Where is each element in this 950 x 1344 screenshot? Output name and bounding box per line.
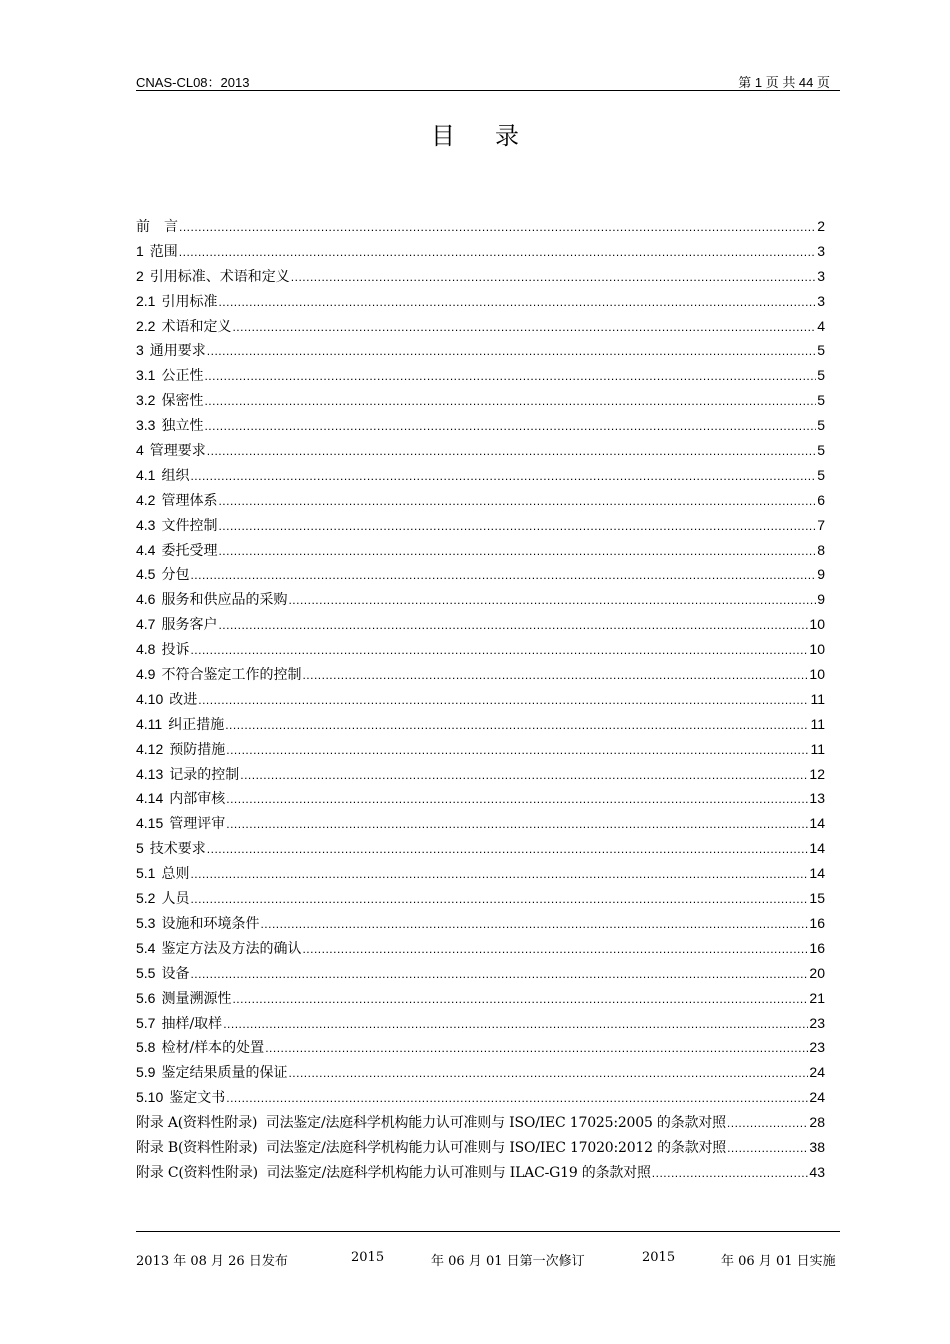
toc-entry[interactable] bbox=[136, 961, 825, 986]
toc-entry-page: 16 bbox=[809, 939, 825, 956]
toc-leader-dots bbox=[218, 290, 816, 315]
toc-entry[interactable] bbox=[136, 737, 825, 762]
toc-entry-title: 范围 bbox=[149, 243, 178, 260]
toc-leader-dots bbox=[727, 1111, 809, 1136]
toc-entry-number: 5.7 bbox=[136, 1014, 156, 1031]
toc-entry-title: 引用标准、术语和定义 bbox=[149, 268, 290, 285]
toc-entry-number: 4.10 bbox=[136, 690, 164, 707]
toc-entry-page: 2 bbox=[817, 218, 825, 234]
toc-entry[interactable] bbox=[136, 662, 825, 687]
toc-leader-dots bbox=[218, 489, 816, 514]
toc-entry-number: 3.1 bbox=[136, 367, 156, 384]
toc-leader-dots bbox=[204, 414, 816, 439]
toc-entry[interactable] bbox=[136, 314, 825, 339]
toc-entry-number: 4.5 bbox=[136, 566, 156, 583]
toc-entry-page: 10 bbox=[809, 616, 825, 633]
toc-entry-page: 5 bbox=[817, 392, 825, 409]
toc-leader-dots bbox=[265, 1036, 808, 1061]
page-header bbox=[136, 70, 840, 91]
toc-entry-page: 6 bbox=[817, 491, 825, 508]
toc-entry-title: 组织 bbox=[161, 467, 190, 484]
toc-entry-number: 2 bbox=[136, 267, 144, 284]
toc-leader-dots bbox=[225, 713, 809, 738]
toc-entry[interactable] bbox=[136, 687, 825, 712]
toc-leader-dots bbox=[179, 240, 816, 265]
toc-entry-title: 设备 bbox=[161, 965, 190, 982]
toc-entry-page: 28 bbox=[809, 1114, 825, 1131]
toc-leader-dots bbox=[218, 539, 816, 564]
toc-leader-dots bbox=[288, 1061, 808, 1086]
toc-entry[interactable] bbox=[136, 488, 825, 513]
toc-entry-page: 14 bbox=[809, 865, 825, 882]
toc-entry-title: 记录的控制 bbox=[169, 766, 240, 783]
toc-entry-number: 4.8 bbox=[136, 641, 156, 658]
toc-entry-title: 附录 C(资料性附录) 司法鉴定/法庭科学机构能力认可准则与 ILAC-G19 的条款对照 bbox=[136, 1164, 651, 1181]
toc-entry-page: 5 bbox=[817, 342, 825, 359]
toc-entry-title: 服务客户 bbox=[161, 617, 218, 634]
toc-entry-title: 公正性 bbox=[161, 368, 204, 385]
toc-entry[interactable] bbox=[136, 1035, 825, 1060]
toc-entry-number: 2.1 bbox=[136, 292, 156, 309]
toc-leader-dots bbox=[226, 812, 808, 837]
page-number: 第 1 页 共 44 页 bbox=[738, 75, 830, 90]
toc-entry-page: 21 bbox=[809, 989, 825, 1006]
toc-entry[interactable] bbox=[136, 637, 825, 662]
toc-entry[interactable] bbox=[136, 1011, 825, 1036]
page-footer bbox=[136, 1231, 840, 1269]
toc-leader-dots bbox=[232, 315, 816, 340]
toc-entry-number: 5.4 bbox=[136, 939, 156, 956]
toc-entry-number: 4.1 bbox=[136, 466, 156, 483]
toc-leader-dots bbox=[218, 514, 816, 539]
toc-entry-title: 保密性 bbox=[161, 393, 204, 410]
page-title: 目录 bbox=[431, 122, 559, 150]
toc-entry-title: 附录 B(资料性附录) 司法鉴定/法庭科学机构能力认可准则与 ISO/IEC 17020:2012 的条款对照 bbox=[136, 1139, 727, 1156]
toc-entry-number: 3 bbox=[136, 342, 144, 359]
toc-entry-number: 4.3 bbox=[136, 516, 156, 533]
toc-entry-page: 20 bbox=[809, 964, 825, 981]
toc-entry[interactable] bbox=[136, 936, 825, 961]
toc-entry-title: 抽样/取样 bbox=[161, 1015, 223, 1032]
toc-entry-title: 测量溯源性 bbox=[161, 990, 232, 1007]
toc-leader-dots bbox=[179, 215, 816, 240]
toc-entry-page: 11 bbox=[810, 740, 825, 757]
toc-leader-dots bbox=[204, 364, 816, 389]
toc-entry-page: 3 bbox=[817, 267, 825, 284]
toc-entry-page: 24 bbox=[809, 1089, 825, 1106]
toc-entry-title: 总则 bbox=[161, 866, 190, 883]
toc-entry-title: 检材/样本的处置 bbox=[161, 1040, 265, 1057]
toc-leader-dots bbox=[226, 1086, 808, 1111]
toc-entry-number: 5.6 bbox=[136, 989, 156, 1006]
toc-leader-dots bbox=[207, 339, 816, 364]
toc-entry-page: 11 bbox=[810, 690, 825, 707]
toc-leader-dots bbox=[190, 464, 816, 489]
toc-entry-title: 鉴定文书 bbox=[169, 1090, 226, 1107]
toc-leader-dots bbox=[302, 663, 808, 688]
toc-entry[interactable] bbox=[136, 886, 825, 911]
toc-entry-page: 13 bbox=[809, 790, 825, 807]
toc-entry-title: 改进 bbox=[169, 691, 198, 708]
toc-entry-page: 4 bbox=[817, 317, 825, 334]
toc-entry[interactable] bbox=[136, 1160, 825, 1185]
toc-entry-title: 管理体系 bbox=[161, 492, 218, 509]
toc-entry-page: 11 bbox=[810, 715, 825, 732]
toc-entry-number: 4.4 bbox=[136, 541, 156, 558]
toc-entry-number: 4 bbox=[136, 442, 144, 459]
toc-entry[interactable] bbox=[136, 538, 825, 563]
toc-leader-dots bbox=[223, 1012, 808, 1037]
toc-entry-number: 1 bbox=[136, 242, 144, 259]
toc-entry-title: 分包 bbox=[161, 567, 190, 584]
toc-leader-dots bbox=[226, 787, 808, 812]
toc-entry-page: 5 bbox=[817, 442, 825, 459]
table-of-contents bbox=[136, 214, 825, 1185]
toc-leader-dots bbox=[190, 862, 808, 887]
toc-entry-title: 服务和供应品的采购 bbox=[161, 592, 288, 609]
toc-entry-number: 2.2 bbox=[136, 317, 156, 334]
revision-date: 年 06 月 01 日第一次修订 bbox=[431, 1254, 585, 1269]
toc-entry-page: 9 bbox=[817, 566, 825, 583]
toc-leader-dots bbox=[240, 763, 808, 788]
toc-entry[interactable] bbox=[136, 1060, 825, 1085]
effective-year: 2015 bbox=[642, 1250, 676, 1265]
toc-entry-title: 独立性 bbox=[161, 418, 204, 435]
toc-entry-title: 引用标准 bbox=[161, 293, 218, 310]
toc-leader-dots bbox=[207, 439, 816, 464]
toc-entry-page: 14 bbox=[809, 840, 825, 857]
toc-entry[interactable] bbox=[136, 1135, 825, 1160]
toc-entry-number: 4.6 bbox=[136, 591, 156, 608]
toc-entry-title: 管理要求 bbox=[149, 443, 206, 460]
toc-entry-page: 5 bbox=[817, 466, 825, 483]
publish-date: 2013 年 08 月 26 日发布 bbox=[136, 1254, 288, 1269]
toc-entry-title: 人员 bbox=[161, 891, 190, 908]
toc-entry[interactable] bbox=[136, 214, 825, 239]
toc-entry[interactable] bbox=[136, 861, 825, 886]
toc-entry-page: 12 bbox=[809, 765, 825, 782]
toc-entry-page: 3 bbox=[817, 242, 825, 259]
toc-entry-number: 3.3 bbox=[136, 417, 156, 434]
toc-leader-dots bbox=[204, 389, 816, 414]
toc-entry[interactable] bbox=[136, 986, 825, 1011]
toc-leader-dots bbox=[291, 265, 816, 290]
toc-entry[interactable] bbox=[136, 1110, 825, 1135]
toc-entry-page: 3 bbox=[817, 292, 825, 309]
toc-entry[interactable] bbox=[136, 264, 825, 289]
toc-leader-dots bbox=[288, 588, 816, 613]
toc-entry-title: 委托受理 bbox=[161, 542, 218, 559]
toc-leader-dots bbox=[226, 738, 809, 763]
toc-entry-page: 24 bbox=[809, 1064, 825, 1081]
toc-entry[interactable] bbox=[136, 911, 825, 936]
toc-entry[interactable] bbox=[136, 388, 825, 413]
toc-entry-title: 附录 A(资料性附录) 司法鉴定/法庭科学机构能力认可准则与 ISO/IEC 17025:2005 的条款对照 bbox=[136, 1115, 726, 1132]
toc-entry-page: 16 bbox=[809, 914, 825, 931]
effective-date: 年 06 月 01 日实施 bbox=[721, 1254, 836, 1269]
toc-entry[interactable] bbox=[136, 612, 825, 637]
toc-leader-dots bbox=[727, 1136, 808, 1161]
toc-entry[interactable] bbox=[136, 438, 825, 463]
toc-entry-number: 5.1 bbox=[136, 865, 156, 882]
toc-entry-number: 4.7 bbox=[136, 616, 156, 633]
toc-leader-dots bbox=[190, 563, 816, 588]
toc-entry-number: 5.8 bbox=[136, 1039, 156, 1056]
toc-leader-dots bbox=[190, 962, 808, 987]
toc-leader-dots bbox=[190, 887, 808, 912]
toc-entry[interactable] bbox=[136, 587, 825, 612]
toc-entry[interactable] bbox=[136, 811, 825, 836]
toc-entry-page: 10 bbox=[809, 666, 825, 683]
toc-entry[interactable] bbox=[136, 413, 825, 438]
toc-leader-dots bbox=[302, 937, 808, 962]
toc-entry-title: 文件控制 bbox=[161, 517, 218, 534]
toc-entry-page: 43 bbox=[809, 1163, 825, 1180]
toc-leader-dots bbox=[207, 837, 809, 862]
toc-entry[interactable] bbox=[136, 239, 825, 264]
toc-entry-page: 7 bbox=[817, 516, 825, 533]
toc-entry-page: 38 bbox=[809, 1138, 825, 1155]
toc-entry-title: 不符合鉴定工作的控制 bbox=[161, 667, 302, 684]
toc-entry[interactable] bbox=[136, 762, 825, 787]
toc-entry[interactable] bbox=[136, 562, 825, 587]
toc-entry-number: 4.11 bbox=[136, 715, 163, 732]
toc-entry-number: 4.2 bbox=[136, 491, 156, 508]
toc-entry[interactable] bbox=[136, 513, 825, 538]
toc-entry-title: 术语和定义 bbox=[161, 318, 232, 335]
toc-entry-number: 4.14 bbox=[136, 790, 164, 807]
toc-entry[interactable] bbox=[136, 786, 825, 811]
toc-entry-number: 5.9 bbox=[136, 1064, 156, 1081]
toc-entry-title: 纠正措施 bbox=[168, 716, 225, 733]
toc-entry-number: 5.3 bbox=[136, 914, 156, 931]
toc-entry-number: 5.2 bbox=[136, 890, 156, 907]
toc-entry-title: 鉴定方法及方法的确认 bbox=[161, 940, 302, 957]
toc-entry-page: 9 bbox=[817, 591, 825, 608]
toc-entry[interactable] bbox=[136, 289, 825, 314]
toc-entry-title: 内部审核 bbox=[169, 791, 226, 808]
toc-leader-dots bbox=[198, 688, 809, 713]
toc-entry-page: 15 bbox=[809, 890, 825, 907]
toc-entry-title: 前 言 bbox=[136, 219, 178, 235]
revision-year: 2015 bbox=[351, 1250, 385, 1265]
toc-entry[interactable] bbox=[136, 338, 825, 363]
toc-entry-number: 5.10 bbox=[136, 1089, 164, 1106]
toc-leader-dots bbox=[232, 987, 808, 1012]
toc-entry-page: 14 bbox=[809, 815, 825, 832]
toc-entry-page: 23 bbox=[809, 1014, 825, 1031]
document-code: CNAS-CL08：2013 bbox=[136, 75, 250, 90]
toc-entry[interactable] bbox=[136, 363, 825, 388]
toc-entry-page: 5 bbox=[817, 417, 825, 434]
toc-entry-number: 4.12 bbox=[136, 740, 164, 757]
toc-entry-number: 5.5 bbox=[136, 964, 156, 981]
toc-entry-page: 10 bbox=[809, 641, 825, 658]
toc-entry-page: 23 bbox=[809, 1039, 825, 1056]
toc-entry-number: 3.2 bbox=[136, 392, 156, 409]
toc-entry-title: 预防措施 bbox=[169, 741, 226, 758]
toc-entry-title: 鉴定结果质量的保证 bbox=[161, 1065, 288, 1082]
toc-leader-dots bbox=[260, 912, 808, 937]
toc-entry[interactable] bbox=[136, 836, 825, 861]
toc-leader-dots bbox=[218, 613, 808, 638]
toc-entry-page: 5 bbox=[817, 367, 825, 384]
toc-entry-page: 8 bbox=[817, 541, 825, 558]
toc-entry-number: 4.13 bbox=[136, 765, 164, 782]
toc-leader-dots bbox=[652, 1161, 809, 1186]
toc-entry-number: 4.15 bbox=[136, 815, 164, 832]
toc-entry-number: 4.9 bbox=[136, 666, 156, 683]
toc-entry[interactable] bbox=[136, 1085, 825, 1110]
toc-entry[interactable] bbox=[136, 712, 825, 737]
toc-entry-title: 设施和环境条件 bbox=[161, 915, 260, 932]
toc-entry-title: 通用要求 bbox=[149, 343, 206, 360]
toc-entry-title: 技术要求 bbox=[149, 841, 206, 858]
toc-entry-number: 5 bbox=[136, 840, 144, 857]
toc-entry-title: 投诉 bbox=[161, 642, 190, 659]
toc-entry-title: 管理评审 bbox=[169, 816, 226, 833]
toc-entry[interactable] bbox=[136, 463, 825, 488]
toc-leader-dots bbox=[190, 638, 808, 663]
